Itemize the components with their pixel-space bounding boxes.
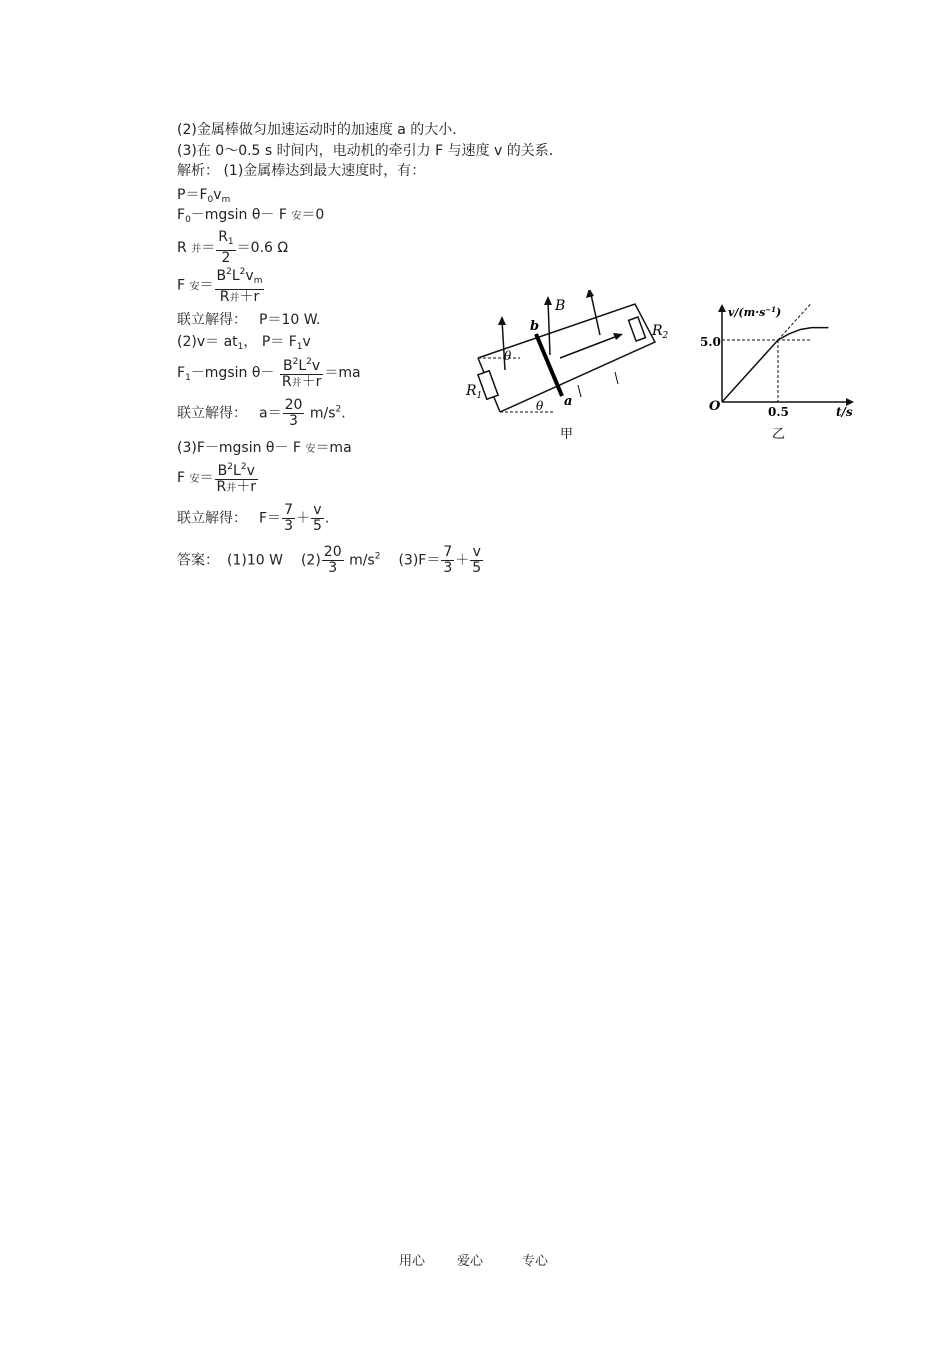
tick-1 bbox=[578, 385, 581, 397]
result-a: 联立解得： a＝ $\frac{20}{3}$ $m/s^2$. bbox=[177, 397, 346, 429]
label-b: b bbox=[530, 319, 540, 334]
pull-arrow bbox=[560, 335, 620, 358]
eq-part3-ampere: F 安＝ $\frac{B^2L^2v}{\text{R并＋r}}$ bbox=[177, 462, 257, 495]
circuit-figure bbox=[460, 290, 680, 450]
label-theta-top: θ bbox=[504, 349, 512, 363]
y-tick-label: 5.0 bbox=[700, 335, 721, 349]
footer-middle: 爱心 bbox=[457, 1254, 484, 1269]
b-arrow-3 bbox=[590, 290, 600, 335]
label-a: a bbox=[564, 394, 573, 409]
eq-part3-newton: (3)F－mgsin θ－ F 安＝ma bbox=[177, 440, 352, 456]
answer-line: 答案： (1)10 W (2) $\frac{20}{3}$ $m/s^2$ (3)F＝ $\frac{7}{3}$ ＋ $\frac{v}{5}$ bbox=[177, 544, 482, 576]
label-B: B bbox=[555, 298, 566, 314]
b-arrow-head-3 bbox=[586, 290, 594, 298]
result-f: 联立解得： F＝ $\frac{7}{3}$ ＋ $\frac{v}{5}$ . bbox=[177, 502, 330, 534]
question-2: (2)金属棒做匀加速运动时的加速度 a 的大小． bbox=[177, 122, 467, 138]
footer-right: 专心 bbox=[522, 1254, 549, 1269]
eq-part2-kinematics: $(2)v= at_1$， $P= F_1v$ bbox=[177, 334, 311, 352]
eq-part2-newton: $F_1-mgsin$ θ－ $\frac{B^2L^2v}{\text{R并＋r}}$ ＝ma bbox=[177, 357, 361, 390]
figure-a-caption: 甲 bbox=[560, 427, 574, 442]
x-tick-label: 0.5 bbox=[768, 405, 789, 419]
label-r1: $R_1$ bbox=[466, 383, 483, 401]
y-axis-label: $v/(m\cdot s^{-1})$ bbox=[728, 305, 782, 319]
result-p: 联立解得： P＝10 W. bbox=[177, 312, 321, 328]
pull-arrow-head bbox=[613, 333, 623, 340]
dash-tangent-extension bbox=[778, 303, 812, 340]
velocity-time-chart bbox=[700, 300, 860, 450]
label-theta-bottom: θ bbox=[536, 399, 544, 413]
eq-r-parallel: R 并＝ $\frac{R_1}{2}$ ＝0.6 Ω bbox=[177, 229, 289, 266]
eq-force-balance: $F_0-mgsin$ θ－ F 安＝0 bbox=[177, 207, 325, 225]
eq-power: $P=F_0v_m$ bbox=[177, 187, 231, 205]
y-axis-arrow bbox=[718, 304, 726, 312]
series-line-accelerating bbox=[722, 340, 778, 402]
omega-value: 0.6 Ω bbox=[250, 240, 289, 256]
eq-ampere-force: F 安＝ $\frac{B^2L^2v_m}{\text{R并＋r}}$ bbox=[177, 267, 263, 305]
footer-left: 用心 bbox=[399, 1254, 426, 1269]
b-arrow-head-1 bbox=[498, 316, 506, 325]
tick-2 bbox=[615, 372, 618, 384]
solution-intro: 解析： (1)金属棒达到最大速度时，有： bbox=[177, 163, 426, 179]
b-arrow-2 bbox=[548, 300, 550, 355]
question-3: (3)在 0～0.5 s 时间内，电动机的牵引力 F 与速度 v 的关系． bbox=[177, 143, 563, 159]
label-r2: $R_2$ bbox=[652, 323, 669, 341]
x-axis-label: t/s bbox=[836, 405, 853, 419]
figure-b-caption: 乙 bbox=[772, 427, 786, 442]
origin-label: O bbox=[709, 399, 721, 414]
b-arrow-head-2 bbox=[544, 296, 552, 305]
